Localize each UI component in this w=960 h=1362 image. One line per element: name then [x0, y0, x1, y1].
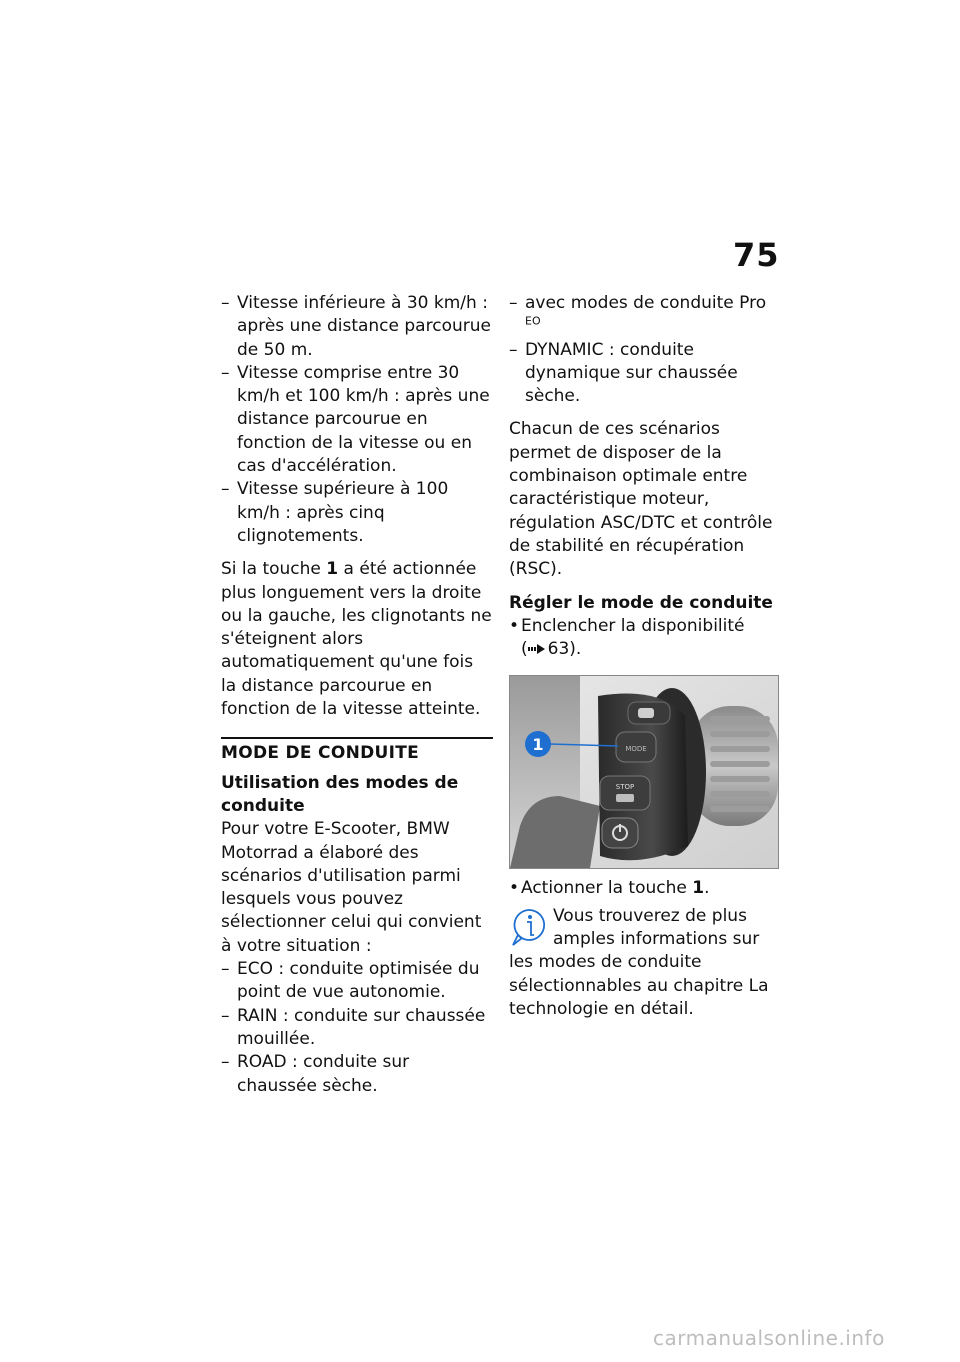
subsection-title: Régler le mode de conduite	[509, 592, 773, 613]
speed-item-text: Vitesse inférieure à 30 km/h : après une distance parcourue de 50 m.	[237, 293, 491, 360]
mode-item	[509, 339, 781, 409]
section-title: MODE DE CONDUITE	[221, 743, 420, 764]
key-reference: 1	[326, 559, 339, 580]
right-column	[509, 292, 781, 1021]
scenario-paragraph: Chacun de ces scénarios permet de disposer de la combinaison optimale entre caractéristique moteur, régulation ASC/DTC et contrôle de stabilité en récupération (RSC).	[509, 419, 773, 580]
watermark: carmanualsonline.info	[653, 1326, 885, 1350]
info-note	[509, 905, 781, 1021]
step-suffix: .	[704, 878, 710, 899]
bullet-mark: •	[509, 878, 520, 899]
step-text: Enclencher la disponibilité	[521, 615, 745, 636]
mode-item-text: ROAD : conduite sur chaussée sèche.	[237, 1052, 410, 1096]
stop-button-label: STOP	[615, 783, 635, 792]
info-icon	[509, 907, 549, 949]
dash-mark: –	[221, 1005, 230, 1026]
step-item	[509, 615, 781, 662]
page-reference[interactable]: ( 63).	[521, 639, 581, 659]
section-divider	[221, 737, 493, 765]
callout-number: 1	[532, 735, 544, 755]
para-suffix: a été actionnée plus longuement vers la droite ou la gauche, les clignotants ne s'éteignent alors automatiquement qu'une fois la distance parcourue en fonction de la vitesse atteinte.	[221, 559, 492, 720]
mode-item-text: RAIN : conduite sur chaussée mouillée.	[237, 1005, 486, 1049]
dash-mark: –	[221, 362, 230, 383]
dash-mark: –	[221, 293, 230, 313]
speed-item-text: Vitesse supérieure à 100 km/h : après cinq clignotements.	[237, 479, 449, 546]
bullet-mark: •	[509, 615, 520, 636]
mode-item-text: ECO : conduite optimisée du point de vue autonomie.	[237, 959, 480, 1003]
mode-item	[221, 1051, 493, 1098]
dash-mark: –	[221, 479, 230, 500]
option-superscript: EO	[525, 314, 541, 328]
speed-item	[221, 362, 493, 478]
step-item	[509, 877, 781, 900]
handlebar-switch-figure	[509, 675, 779, 869]
mode-item	[221, 1005, 493, 1052]
left-column	[221, 292, 493, 1098]
mode-item	[509, 292, 781, 339]
subsection-title: Utilisation des modes de conduite	[221, 772, 459, 816]
speed-item	[221, 478, 493, 548]
turn-signal-paragraph	[221, 558, 493, 721]
page-ref-text: 63).	[547, 639, 582, 660]
mode-item-text: DYNAMIC : conduite dynamique sur chaussée sèche.	[525, 339, 738, 407]
dash-mark: –	[221, 959, 230, 980]
step-prefix: Actionner la touche	[521, 878, 693, 899]
intro-paragraph: Pour votre E-Scooter, BMW Motorrad a élaboré des scénarios d'utilisation parmi lesquels vous pouvez sélectionner celui qui convient à votre situation :	[221, 819, 482, 956]
speed-item-text: Vitesse comprise entre 30 km/h et 100 km/h : après une distance parcourue en fonction de la vitesse ou en cas d'accélération.	[237, 362, 490, 477]
mode-button-label: MODE	[625, 745, 647, 754]
mode-item	[221, 958, 493, 1005]
note-text: Vous trouverez de plus amples informations sur les modes de conduite sélectionnables au chapitre La technologie en détail.	[509, 905, 769, 1019]
speed-item	[221, 292, 493, 362]
page-number: 75	[733, 236, 780, 274]
key-reference: 1	[692, 878, 705, 899]
dash-mark: –	[221, 1052, 230, 1073]
mode-item-text: avec modes de conduite Pro	[525, 293, 767, 313]
dash-mark: –	[509, 293, 518, 313]
page-arrow-icon	[528, 638, 548, 661]
handlebar-switch-illustration	[510, 676, 778, 868]
dash-mark: –	[509, 339, 518, 360]
para-prefix: Si la touche	[221, 559, 327, 580]
